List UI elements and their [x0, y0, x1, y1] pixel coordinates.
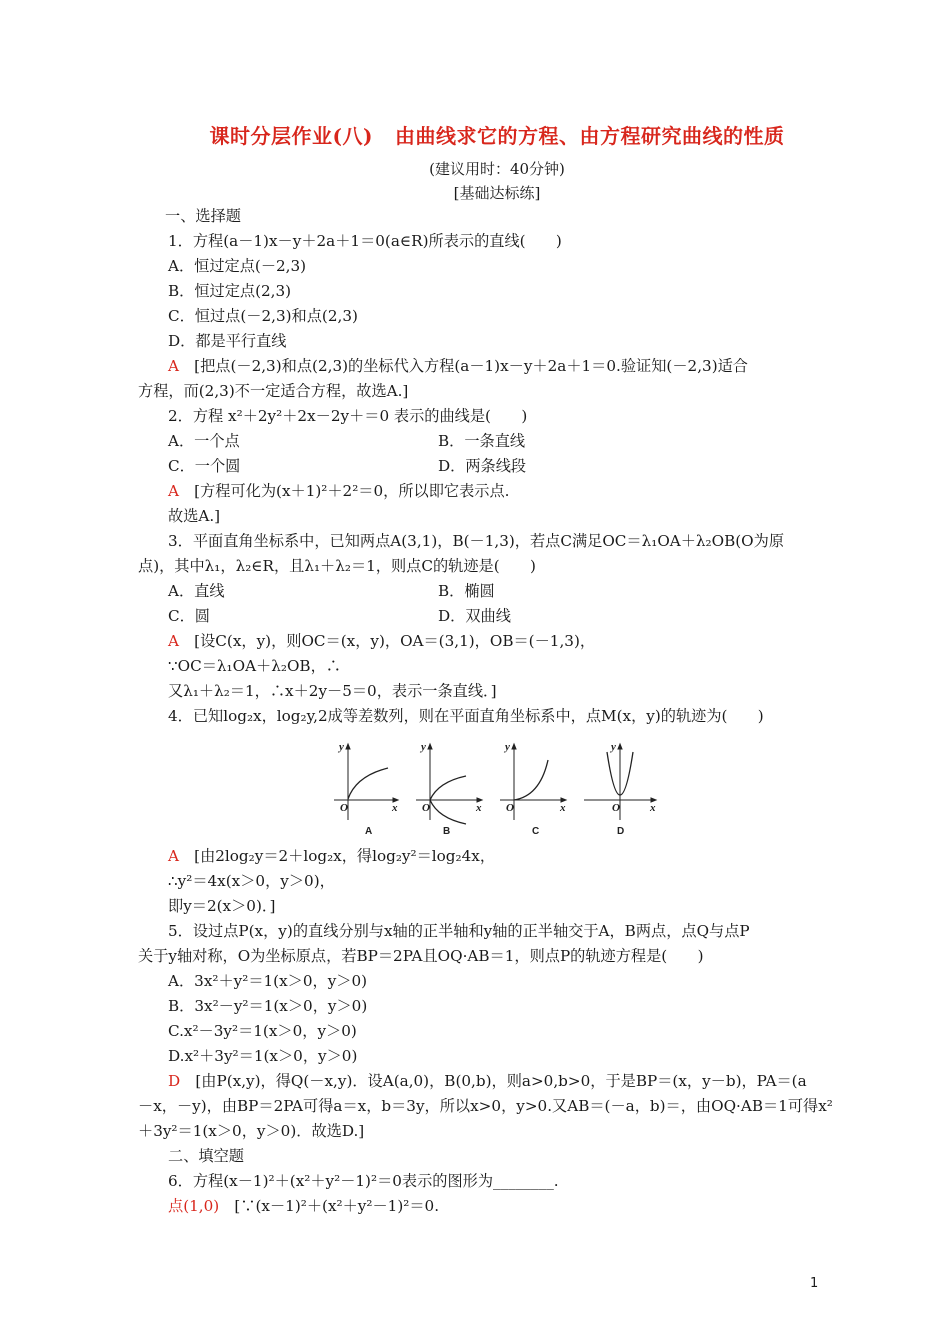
q1-stem: 1．方程(a－1)x－y＋2a＋1＝0(a∈R)所表示的直线( ) — [168, 232, 562, 250]
q1-answer: A — [168, 357, 179, 375]
page-title — [0, 120, 950, 149]
graph-d-origin-label: O — [612, 802, 620, 814]
q3-option-b: B．椭圆 — [438, 582, 495, 600]
q3-option-c: C．圆 — [168, 607, 210, 625]
q1-explanation-line1 — [168, 356, 748, 376]
graph-c-caption: C — [532, 826, 540, 837]
graph-b-origin-label: O — [422, 802, 430, 814]
page-number: 1 — [810, 1276, 819, 1291]
q4-stem: 4．已知log₂x，log₂y,2成等差数列，则在平面直角坐标系中，点M(x，y)的轨迹为( ) — [168, 707, 764, 725]
q4-explanation-line1 — [168, 846, 495, 866]
q1-option-b: B．恒过定点(2,3) — [168, 282, 292, 300]
q1-option-a: A．恒过定点(－2,3) — [168, 257, 307, 275]
q2-stem: 2．方程 x²＋2y²＋2x－2y＋＝0 表示的曲线是( ) — [168, 407, 528, 425]
graph-b-x-axis-label: x — [476, 802, 482, 814]
graph-a-y-axis-label: y — [339, 741, 344, 753]
q2-explanation-line1 — [168, 481, 510, 501]
q5-explanation-text: [由P(x,y)，得Q(－x,y)．设A(a,0)，B(0,b)，则a>0,b>0，于是BP＝(x，y－b)，PA＝(a — [195, 1072, 807, 1090]
section-tag: [基础达标练] — [453, 184, 541, 202]
graph-a-x-axis-label: x — [392, 802, 398, 814]
q2-option-b: B．一条直线 — [438, 432, 526, 450]
q4-explanation-text: [由2log₂y＝2＋log₂x，得log₂y²＝log₂4x， — [194, 847, 496, 865]
q3-option-d: D．双曲线 — [438, 607, 511, 625]
graph-c-origin-label: O — [506, 802, 514, 814]
suggested-time: (建议用时：40分钟) — [429, 160, 565, 178]
graph-d-caption: D — [617, 826, 625, 837]
q3-answer: A — [168, 632, 179, 650]
q2-answer: A — [168, 482, 179, 500]
q3-explanation-line1 — [168, 631, 595, 651]
q5-explanation-line3: ＋3y²＝1(x＞0，y＞0)．故选D.] — [138, 1122, 365, 1140]
title-part2: 由曲线求它的方程、由方程研究曲线的性质 — [394, 124, 785, 148]
q6-stem: 6．方程(x－1)²＋(x²＋y²－1)²＝0表示的图形为________. — [168, 1172, 559, 1190]
q3-explanation-text: [设C(x，y)，则OC＝(x，y)，OA＝(3,1)，OB＝(－1,3)， — [194, 632, 596, 650]
graph-d-x-axis-label: x — [650, 802, 656, 814]
q3-stem-line1: 3．平面直角坐标系中，已知两点A(3,1)，B(－1,3)，若点C满足OC＝λ₁OA＋λ₂OB(O为原 — [168, 532, 785, 550]
q4-explanation-line2: ∴y²＝4x(x＞0，y＞0)， — [168, 872, 335, 890]
title-part1: 课时分层作业(八) — [209, 124, 373, 148]
q6-explanation-text: [∵(x－1)²＋(x²＋y²－1)²＝0. — [234, 1197, 440, 1215]
q5-option-b: B．3x²－y²＝1(x＞0，y＞0) — [168, 997, 368, 1015]
q2-option-c: C．一个圆 — [168, 457, 241, 475]
section-heading-fill-in: 二、填空题 — [168, 1147, 244, 1165]
q3-explanation-line3: 又λ₁＋λ₂＝1，∴x＋2y－5＝0，表示一条直线．] — [168, 682, 497, 700]
graph-c-y-axis-label: y — [505, 741, 510, 753]
graph-d — [584, 744, 656, 820]
q5-answer: D — [168, 1072, 181, 1090]
q3-stem-line2: 点)，其中λ₁，λ₂∈R，且λ₁＋λ₂＝1，则点C的轨迹是( ) — [138, 557, 536, 575]
q5-explanation-line2: －x，－y)，由BP＝2PA可得a＝x，b＝3y，所以x>0，y>0.又AB＝(－a，b)＝，由OQ·AB＝1可得x² — [138, 1097, 833, 1115]
q1-explanation-line2: 方程，而(2,3)不一定适合方程，故选A.] — [138, 382, 409, 400]
q3-explanation-line2: ∵OC＝λ₁OA＋λ₂OB，∴ — [168, 657, 341, 675]
q3-option-a: A．直线 — [168, 582, 225, 600]
q2-explanation-line2: 故选A.] — [168, 507, 221, 525]
q1-option-c: C．恒过点(－2,3)和点(2,3) — [168, 307, 358, 325]
q5-explanation-line1 — [168, 1071, 807, 1091]
q6-explanation — [168, 1196, 439, 1216]
q4-graph-options — [326, 738, 666, 838]
graph-b-caption: B — [443, 826, 451, 837]
q5-option-c: C.x²－3y²＝1(x＞0，y＞0) — [168, 1022, 357, 1040]
q2-option-d: D．两条线段 — [438, 457, 527, 475]
q5-stem-line2: 关于y轴对称，O为坐标原点，若BP＝2PA且OQ·AB＝1，则点P的轨迹方程是( ) — [138, 947, 704, 965]
section-heading-choice: 一、选择题 — [165, 207, 241, 225]
graph-c-x-axis-label: x — [560, 802, 566, 814]
graph-a-origin-label: O — [340, 802, 348, 814]
q2-option-a: A．一个点 — [168, 432, 240, 450]
q5-option-a: A．3x²＋y²＝1(x＞0，y＞0) — [168, 972, 368, 990]
graph-d-y-axis-label: y — [611, 741, 616, 753]
graph-b-y-axis-label: y — [421, 741, 426, 753]
graph-a-caption: A — [365, 826, 373, 837]
q6-answer: 点(1,0) — [168, 1197, 220, 1215]
q1-explanation-text: [把点(－2,3)和点(2,3)的坐标代入方程(a－1)x－y＋2a＋1＝0.验证知(－2,3)适合 — [194, 357, 748, 375]
q1-option-d: D．都是平行直线 — [168, 332, 287, 350]
q2-explanation-text: [方程可化为(x＋1)²＋2²＝0，所以即它表示点. — [194, 482, 510, 500]
q4-explanation-line3: 即y＝2(x＞0)．] — [168, 897, 276, 915]
q5-option-d: D.x²＋3y²＝1(x＞0，y＞0) — [168, 1047, 358, 1065]
q5-stem-line1: 5．设过点P(x，y)的直线分别与x轴的正半轴和y轴的正半轴交于A，B两点，点Q与点P — [168, 922, 750, 940]
q4-answer: A — [168, 847, 179, 865]
